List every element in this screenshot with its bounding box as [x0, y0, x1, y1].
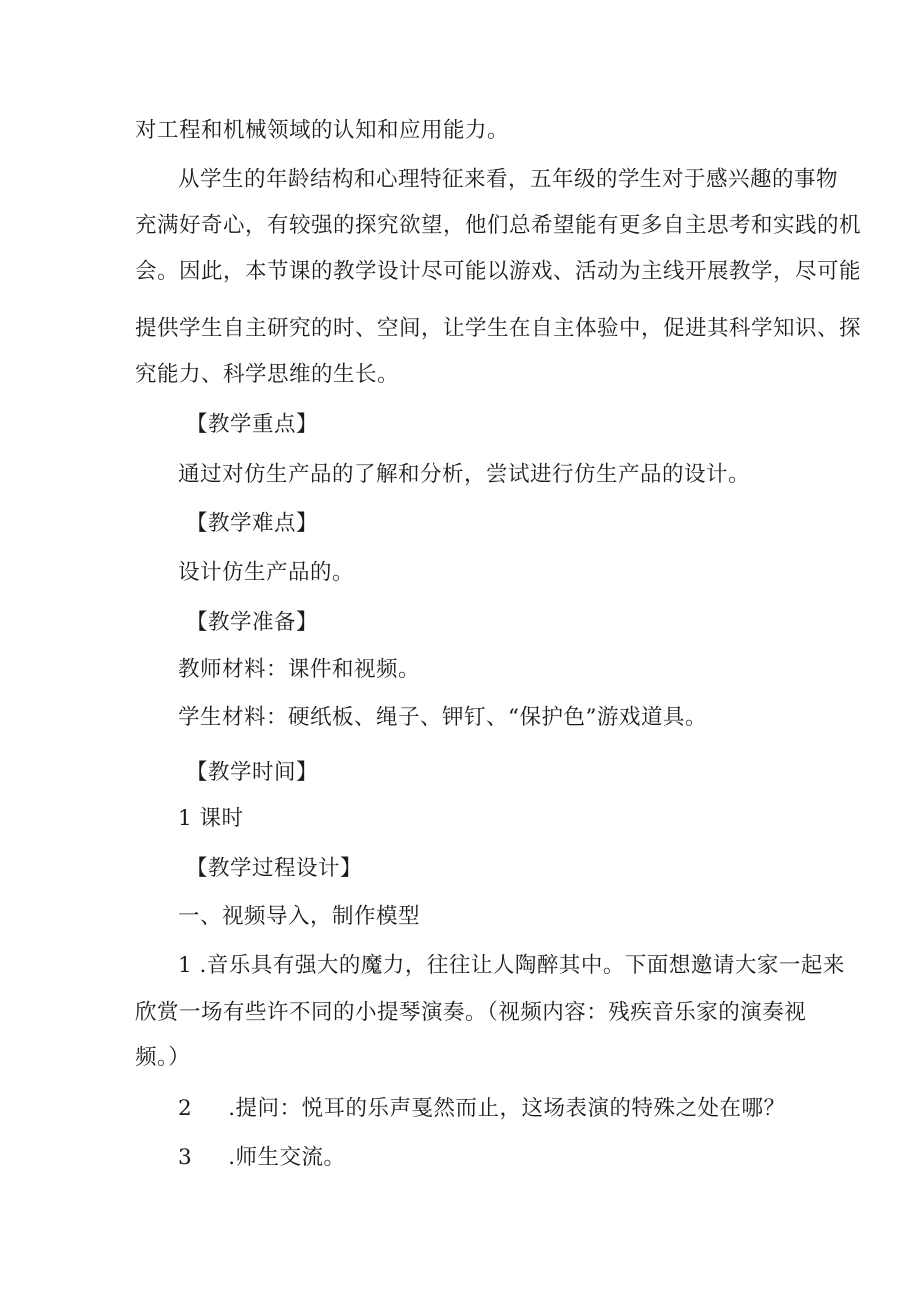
paragraph-line: 对工程和机械领域的认知和应用能力。	[135, 118, 510, 143]
time-text: 1 课时	[178, 806, 244, 831]
paragraph-line: 从学生的年龄结构和心理特征来看，五年级的学生对于感兴趣的事物	[178, 167, 839, 192]
item-3-text: .师生交流。	[228, 1145, 346, 1170]
section-heading-difficulty: 【教学难点】	[186, 511, 319, 536]
paragraph-line: 会。因此，本节课的教学设计尽可能以游戏、活动为主线开展教学，尽可能	[135, 259, 862, 284]
difficulty-text: 设计仿生产品的。	[178, 560, 355, 585]
item-2-text: .提问：悦耳的乐声戛然而止，这场表演的特殊之处在哪？	[228, 1096, 786, 1121]
section-heading-preparation: 【教学准备】	[186, 610, 319, 635]
item-3-number: 3	[178, 1145, 193, 1170]
item-3	[178, 1143, 795, 1173]
paragraph-line: 提供学生自主研究的时、空间，让学生在自主体验中，促进其科学知识、探	[135, 316, 862, 341]
section-heading-time: 【教学时间】	[186, 760, 319, 785]
item-2	[178, 1094, 795, 1124]
section-one-title: 一、视频导入，制作模型	[178, 904, 421, 929]
section-heading-key-points: 【教学重点】	[186, 412, 319, 437]
item-1-line: 1 .音乐具有强大的魔力，往往让人陶醉其中。下面想邀请大家一起来	[178, 953, 845, 978]
item-2-number: 2	[178, 1096, 193, 1121]
student-materials-text: 学生材料：硬纸板、绳子、钾钉、“保护色”游戏道具。	[178, 705, 707, 730]
paragraph-line: 充满好奇心，有较强的探究欲望，他们总希望能有更多自主思考和实践的机	[135, 213, 862, 238]
key-points-text: 通过对仿生产品的了解和分析，尝试进行仿生产品的设计。	[178, 462, 751, 487]
item-1-line: 频。）	[135, 1045, 191, 1070]
paragraph-line: 究能力、科学思维的生长。	[135, 362, 400, 387]
teacher-materials-text: 教师材料：课件和视频。	[178, 657, 421, 682]
section-heading-process: 【教学过程设计】	[186, 856, 363, 881]
item-1-line: 欣赏一场有些许不同的小提琴演奏。（视频内容：残疾音乐家的演奏视	[135, 1000, 807, 1025]
